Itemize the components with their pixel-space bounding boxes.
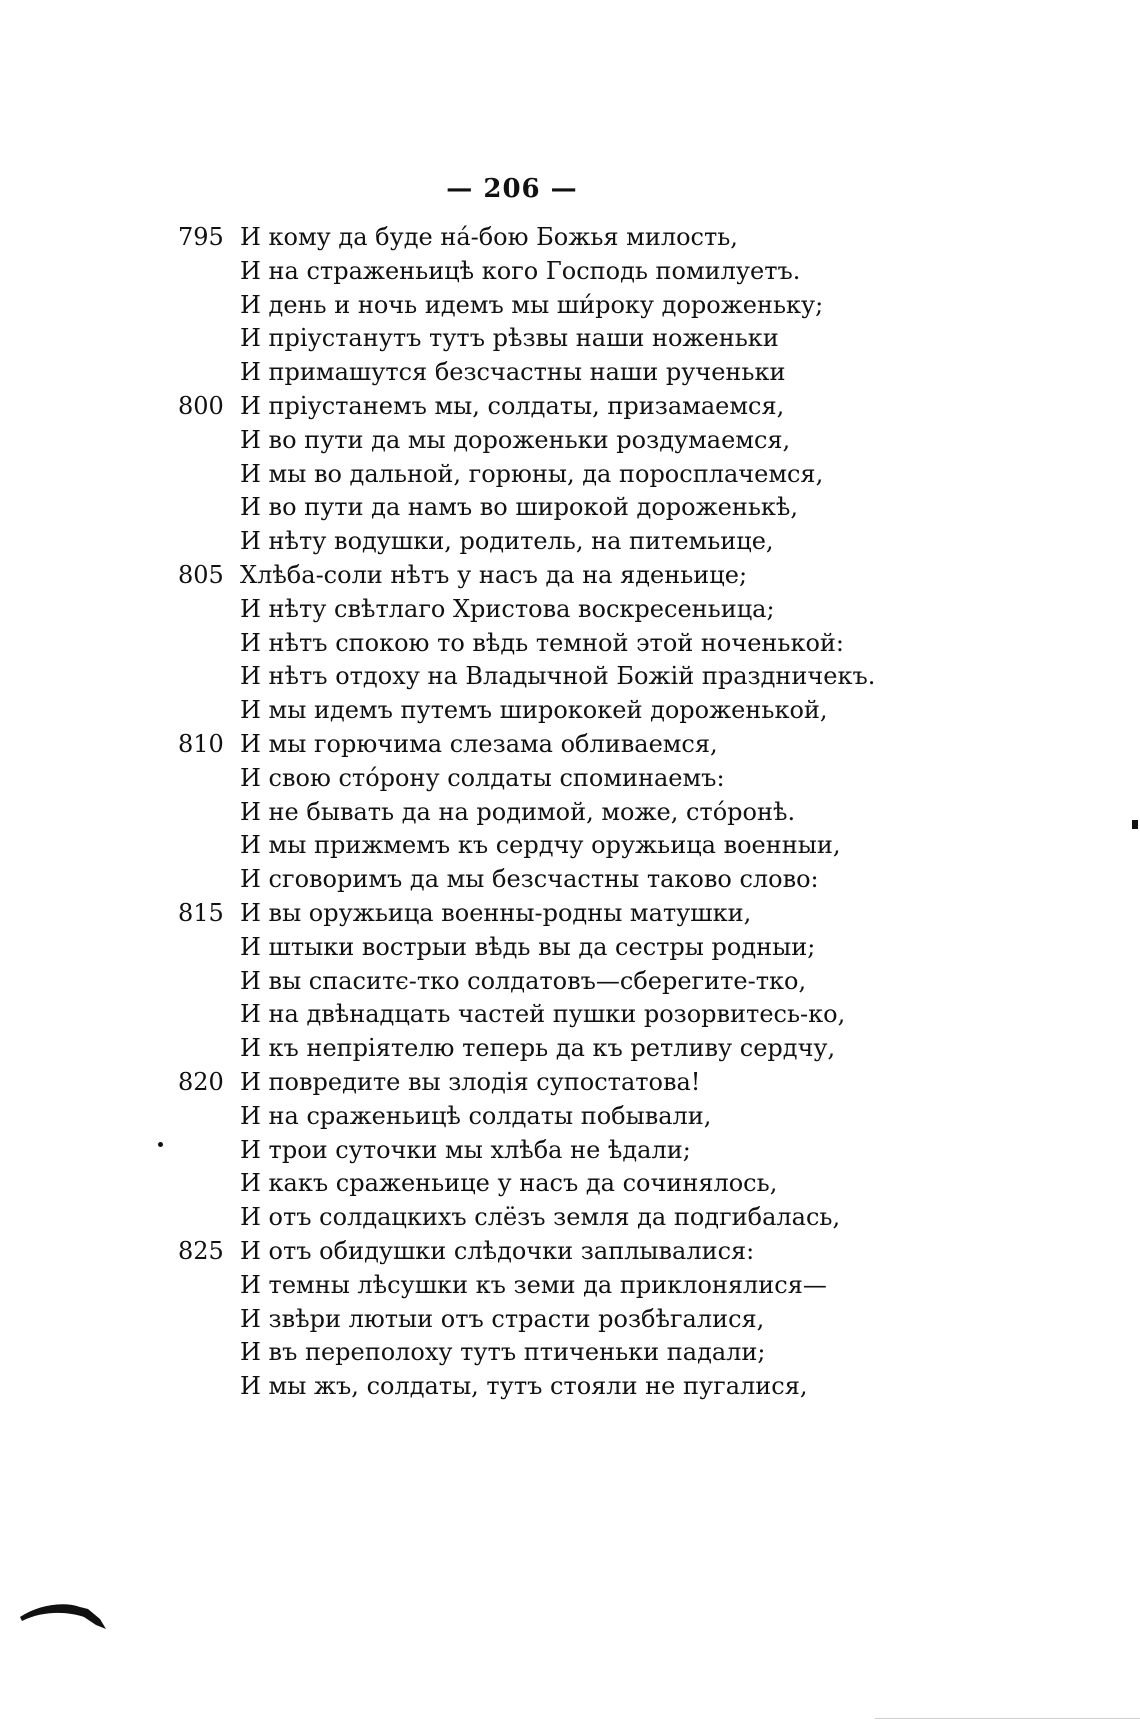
- line-text: И нѣту свѣтлаго Христова воскресеньица;: [240, 594, 775, 623]
- line-text: И кому да буде на́-бою Божья милость,: [240, 223, 738, 251]
- line-number: 795: [178, 223, 224, 251]
- verse-block: [0, 221, 900, 1404]
- verse-line: [0, 1370, 900, 1404]
- verse-line: [0, 829, 900, 863]
- verse-line: [0, 1235, 900, 1269]
- verse-line: [0, 796, 900, 830]
- line-text: И какъ сраженьице у насъ да сочинялось,: [240, 1169, 778, 1198]
- line-text: И пріустанемъ мы, солдаты, призамаемся,: [240, 391, 785, 420]
- line-text: И на двѣнадцать частей пушки розорвитесь-ко,: [240, 1000, 846, 1029]
- line-text: Хлѣба-соли нѣтъ у насъ да на яденьице;: [240, 560, 748, 589]
- line-text: И мы во дальной, горюны, да поросплачемся,: [240, 459, 824, 488]
- verse-line: [0, 897, 900, 931]
- line-number: 800: [178, 391, 224, 420]
- verse-line: [0, 525, 900, 559]
- line-text: И къ непріятелю теперь да къ ретливу сердчу,: [240, 1034, 836, 1063]
- line-text: И темны лѣсушки къ земи да приклонялися—: [240, 1270, 827, 1299]
- verse-line: [0, 1336, 900, 1370]
- verse-line: [0, 660, 900, 694]
- line-text: И мы жъ, солдаты, тутъ стояли не пугалися,: [240, 1372, 808, 1401]
- line-number: 805: [178, 560, 224, 589]
- line-text: И не бывать да на родимой, може, стóронѣ.: [240, 797, 796, 826]
- line-text: И примашутся безсчастны наши рученьки: [240, 358, 786, 387]
- verse-line: [0, 627, 900, 661]
- verse-line: [0, 762, 900, 796]
- line-text: И день и ночь идемъ мы ши́року дороженьку;: [240, 290, 824, 319]
- line-text: И вы спаситє-тко солдатовъ—сберегите-тко,: [240, 966, 807, 995]
- verse-line: [0, 424, 900, 458]
- verse-line: [0, 322, 900, 356]
- verse-line: [0, 289, 900, 323]
- line-number: 815: [178, 898, 224, 927]
- line-text: И мы горючима слезама обливаемся,: [240, 729, 718, 758]
- line-text: И свою стóрону солдаты споминаемъ:: [240, 763, 725, 792]
- line-text: И въ переполоху тутъ птиченьки падали;: [240, 1338, 766, 1367]
- line-text: И нѣтъ спокою то вѣдь темной этой ноченькой:: [240, 628, 844, 657]
- line-text: И пріустанутъ тутъ рѣзвы наши ноженьки: [240, 324, 779, 353]
- edge-scan-mark: [1132, 820, 1138, 829]
- verse-line: [0, 728, 900, 762]
- line-text: И штыки вострыи вѣдь вы да сестры родныи;: [240, 932, 816, 961]
- line-text: И сговоримъ да мы безсчастны таково слово:: [240, 865, 819, 894]
- verse-line: [0, 1066, 900, 1100]
- verse-line: [0, 998, 900, 1032]
- verse-line: [0, 1134, 900, 1168]
- verse-line: [0, 255, 900, 289]
- line-number: 810: [178, 729, 224, 758]
- page-number: — 206 —: [446, 174, 578, 204]
- line-text: И повредите вы злодія супостатова!: [240, 1067, 701, 1096]
- verse-line: [0, 1167, 900, 1201]
- verse-line: [0, 458, 900, 492]
- verse-line: [0, 1100, 900, 1134]
- line-text: И нѣтъ отдоху на Владычной Божій праздничекъ.: [240, 662, 876, 691]
- scan-artifact-mark: [18, 1595, 108, 1635]
- line-text: И звѣри лютыи отъ страсти розбѣгалися,: [240, 1304, 765, 1333]
- line-text: И во пути да мы дороженьки роздумаемся,: [240, 425, 791, 454]
- line-text: И мы прижмемъ къ сердчу оружьица военныи,: [240, 831, 841, 860]
- line-number: 825: [178, 1236, 224, 1265]
- scan-edge-line: [875, 1718, 1140, 1719]
- line-text: И трои суточки мы хлѣба не ѣдали;: [240, 1135, 691, 1164]
- margin-dot-mark: [158, 1142, 163, 1147]
- line-text: И вы оружьица военны-родны матушки,: [240, 898, 752, 927]
- verse-line: [0, 965, 900, 999]
- line-number: 820: [178, 1067, 224, 1096]
- line-text: И на сраженьицѣ солдаты побывали,: [240, 1101, 712, 1130]
- verse-line: [0, 559, 900, 593]
- verse-line: [0, 863, 900, 897]
- verse-line: [0, 1032, 900, 1066]
- line-text: И мы идемъ путемъ ширококей дороженькой,: [240, 696, 828, 725]
- verse-line: [0, 390, 900, 424]
- line-text: И нѣту водушки, родитель, на питемьице,: [240, 527, 774, 556]
- line-text: И на страженьицѣ кого Господь помилуетъ.: [240, 256, 801, 285]
- line-text: И отъ обидушки слѣдочки заплывалися:: [240, 1236, 755, 1265]
- line-text: И отъ солдацкихъ слёзъ земля да подгибалась,: [240, 1203, 841, 1232]
- verse-line: [0, 1303, 900, 1337]
- verse-line: [0, 931, 900, 965]
- line-text: И во пути да намъ во широкой дороженькѣ,: [240, 493, 799, 522]
- verse-line: [0, 1269, 900, 1303]
- verse-line: [0, 356, 900, 390]
- verse-line: [0, 491, 900, 525]
- verse-line: [0, 694, 900, 728]
- verse-line: [0, 1201, 900, 1235]
- verse-line: [0, 221, 900, 255]
- verse-line: [0, 593, 900, 627]
